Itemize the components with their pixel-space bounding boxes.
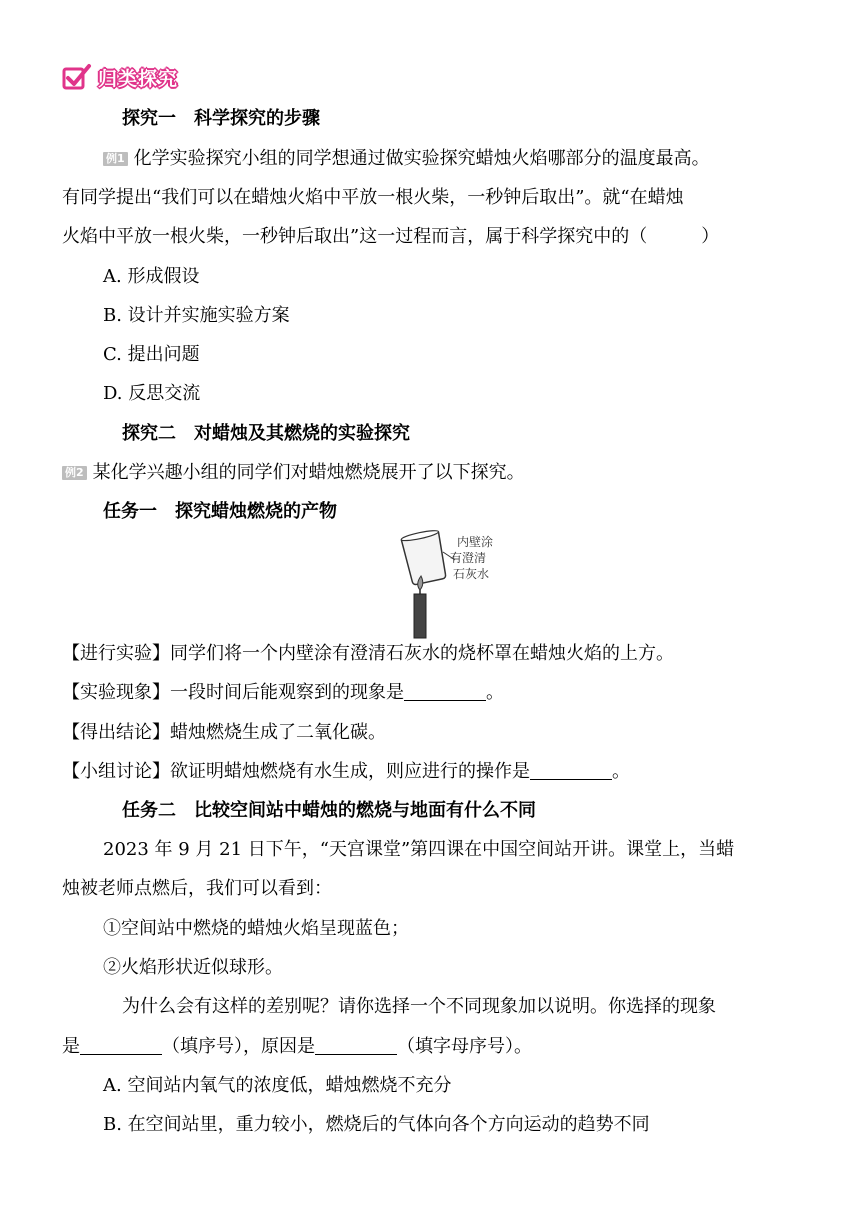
task-2-title: 任务二 比较空间站中蜡烛的燃烧与地面有什么不同 xyxy=(122,800,536,821)
example-1-text-1: 化学实验探究小组的同学想通过做实验探究蜡烛火焰哪部分的温度最高。 xyxy=(133,148,710,169)
example-2-intro xyxy=(62,460,525,486)
phenomenon-text: 【实验现象】一段时间后能观察到的现象是 xyxy=(62,682,404,703)
example-1-line-1 xyxy=(103,146,710,172)
checkbox-icon xyxy=(62,63,92,91)
option-b: B. 设计并实施实验方案 xyxy=(103,305,290,326)
question-line-2 xyxy=(62,1034,532,1060)
observation-2: ②火焰形状近似球形。 xyxy=(103,957,283,978)
period: 。 xyxy=(612,761,630,782)
question-line-1: 为什么会有这样的差别呢？请你选择一个不同现象加以说明。你选择的现象 xyxy=(122,996,716,1017)
group-discussion xyxy=(62,759,630,785)
experiment-conclusion: 【得出结论】蜡烛燃烧生成了二氧化碳。 xyxy=(62,722,386,743)
answer-blank-2[interactable] xyxy=(530,761,612,780)
example-tag: 例2 xyxy=(62,466,87,480)
answer-blank-4[interactable] xyxy=(315,1036,397,1055)
answer-blank-3[interactable] xyxy=(80,1036,162,1055)
experiment-step: 【进行实验】同学们将一个内壁涂有澄清石灰水的烧杯罩在蜡烛火焰的上方。 xyxy=(62,643,674,664)
section-title-2: 探究二 对蜡烛及其燃烧的实验探究 xyxy=(122,423,410,444)
example-2-intro-text: 某化学兴趣小组的同学们对蜡烛燃烧展开了以下探究。 xyxy=(92,462,525,483)
candle-beaker-figure xyxy=(395,530,515,640)
paragraph-line-2: 烛被老师点燃后，我们可以看到： xyxy=(62,878,332,899)
header-title: 归类探究 xyxy=(98,67,179,90)
section-title-1: 探究一 科学探究的步骤 xyxy=(122,108,320,129)
question-text-c: （填字母序号）。 xyxy=(397,1036,532,1057)
discussion-text: 【小组讨论】欲证明蜡烛燃烧有水生成，则应进行的操作是 xyxy=(62,761,530,782)
period: 。 xyxy=(486,682,504,703)
experiment-phenomenon xyxy=(62,680,504,706)
example-1-line-2: 有同学提出“我们可以在蜡烛火焰中平放一根火柴，一秒钟后取出”。就“在蜡烛 xyxy=(62,187,684,208)
option-d: D. 反思交流 xyxy=(103,383,201,404)
section-header xyxy=(62,62,178,92)
option-c: C. 提出问题 xyxy=(103,344,200,365)
paragraph-line-1: 2023 年 9 月 21 日下午，“天宫课堂”第四课在中国空间站开讲。课堂上，当蜡 xyxy=(103,839,735,860)
observation-1: ①空间站中燃烧的蜡烛火焰呈现蓝色； xyxy=(103,918,409,939)
figure-label-1: 内壁涂 xyxy=(457,535,494,549)
reason-option-a: A. 空间站内氧气的浓度低，蜡烛燃烧不充分 xyxy=(103,1075,452,1096)
answer-blank-1[interactable] xyxy=(404,682,486,701)
task-1-title: 任务一 探究蜡烛燃烧的产物 xyxy=(103,501,337,522)
figure-label-3: 石灰水 xyxy=(453,567,490,581)
question-text-a: 是 xyxy=(62,1036,80,1057)
example-tag: 例1 xyxy=(103,152,128,166)
reason-option-b: B. 在空间站里，重力较小，燃烧后的气体向各个方向运动的趋势不同 xyxy=(103,1114,650,1135)
question-text-b: （填序号），原因是 xyxy=(162,1036,315,1057)
option-a: A. 形成假设 xyxy=(103,266,200,287)
figure-label-2: 有澄清 xyxy=(450,551,487,565)
candle-beaker-icon xyxy=(395,530,515,640)
example-1-line-3: 火焰中平放一根火柴，一秒钟后取出”这一过程而言，属于科学探究中的（ ） xyxy=(62,226,720,247)
